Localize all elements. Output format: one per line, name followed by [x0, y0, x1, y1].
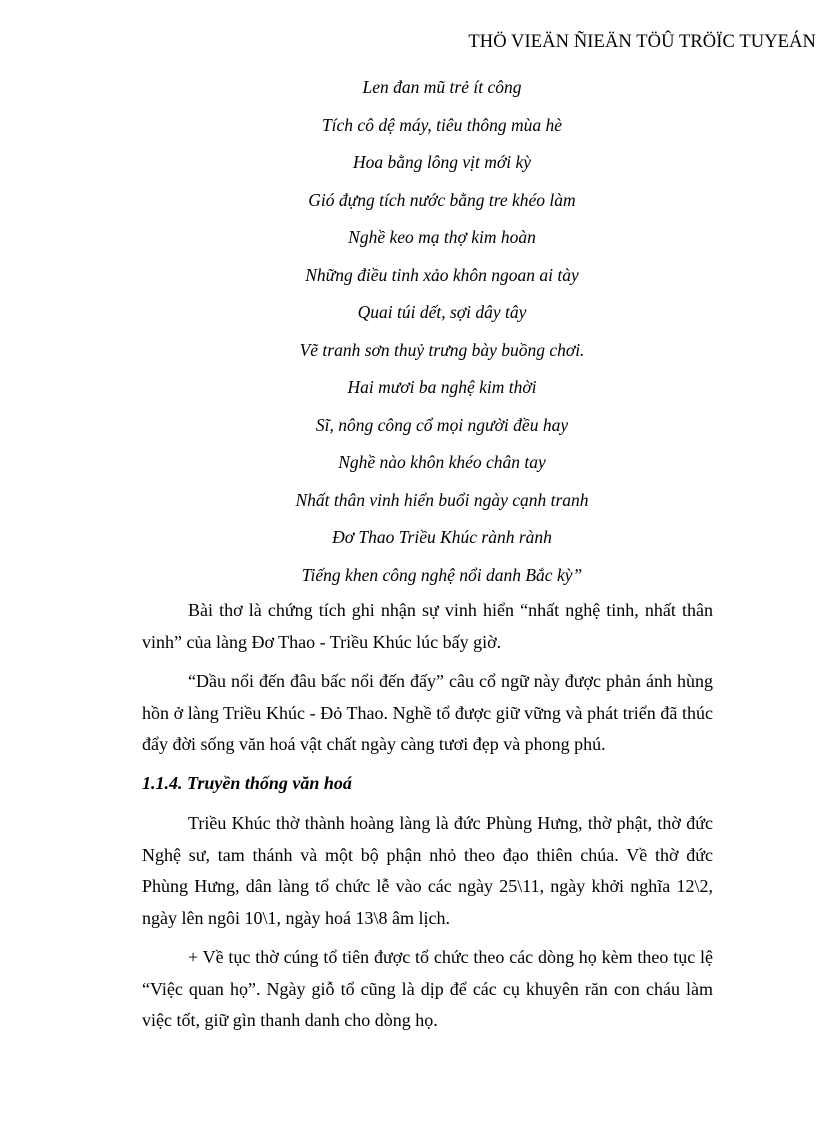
section-heading: 1.1.4. Truyền thống văn hoá [142, 772, 352, 793]
poem-line: Len đan mũ trẻ ít công [362, 77, 522, 97]
poem-line: Tích cô dệ máy, tiêu thông mùa hè [321, 114, 563, 135]
paragraph-proverb: “Dầu nổi đến đâu bấc nổi đến đấy” câu cổ ngữ này được phản ánh hùng hồn ở làng Triều Khúc - Đỏ Thao. Nghề tổ được giữ vững và phát triển đã thúc đẩy đời sống văn hoá vật chất ngày càng tươi đẹp và phong phú. [142, 671, 713, 754]
poem-line: Tiếng khen công nghệ nổi danh Bắc kỳ” [301, 564, 583, 585]
paragraph-worship: Triều Khúc thờ thành hoàng làng là đức Phùng Hưng, thờ phật, thờ đức Nghệ sư, tam thánh và một bộ phận nhỏ theo đạo thiên chúa. Về thờ đức Phùng Hưng, dân làng tổ chức lễ vào các ngày 25\11, ngày khởi nghĩa 12\2, ngày lên ngôi 10\1, ngày hoá 13\8 âm lịch. [142, 813, 713, 928]
poem-line: Vẽ tranh sơn thuỷ trưng bày buồng chơi. [299, 339, 585, 360]
poem-line: Sĩ, nông công cổ mọi người đều hay [315, 414, 569, 435]
poem-line: Nghề keo mạ thợ kim hoàn [348, 227, 536, 247]
poem-block [142, 74, 742, 599]
paragraph-poem-commentary: Bài thơ là chứng tích ghi nhận sự vinh hiển “nhất nghệ tinh, nhất thân vinh” của làng Đơ Thao - Triều Khúc lúc bấy giờ. [142, 600, 713, 652]
paragraph-ancestor-worship: + Về tục thờ cúng tổ tiên được tổ chức theo các dòng họ kèm theo tục lệ “Việc quan họ”. Ngày giỗ tổ cũng là dịp để các cụ khuyên răn con cháu làm việc tốt, giữ gìn thanh danh cho dòng họ. [142, 947, 713, 1030]
poem-line: Quai túi dết, sợi dây tây [357, 302, 527, 322]
page-header: THÖ VIEÄN ÑIEÄN TÖÛ TRÖÏC TUYEÁN [468, 32, 816, 52]
poem-line: Nghề nào khôn khéo chân tay [338, 452, 546, 472]
poem-line: Gió đựng tích nước bằng tre khéo làm [308, 189, 576, 210]
poem-line: Những điều tinh xảo khôn ngoan ai tày [305, 264, 579, 285]
poem-line: Đơ Thao Triều Khúc rành rành [332, 527, 552, 547]
body-text [142, 595, 713, 1037]
poem-line: Nhất thân vinh hiển buổi ngày cạnh tranh [295, 489, 589, 510]
poem-line: Hoa bằng lông vịt mới kỳ [353, 152, 531, 172]
poem-line: Hai mươi ba nghệ kim thời [347, 377, 537, 397]
